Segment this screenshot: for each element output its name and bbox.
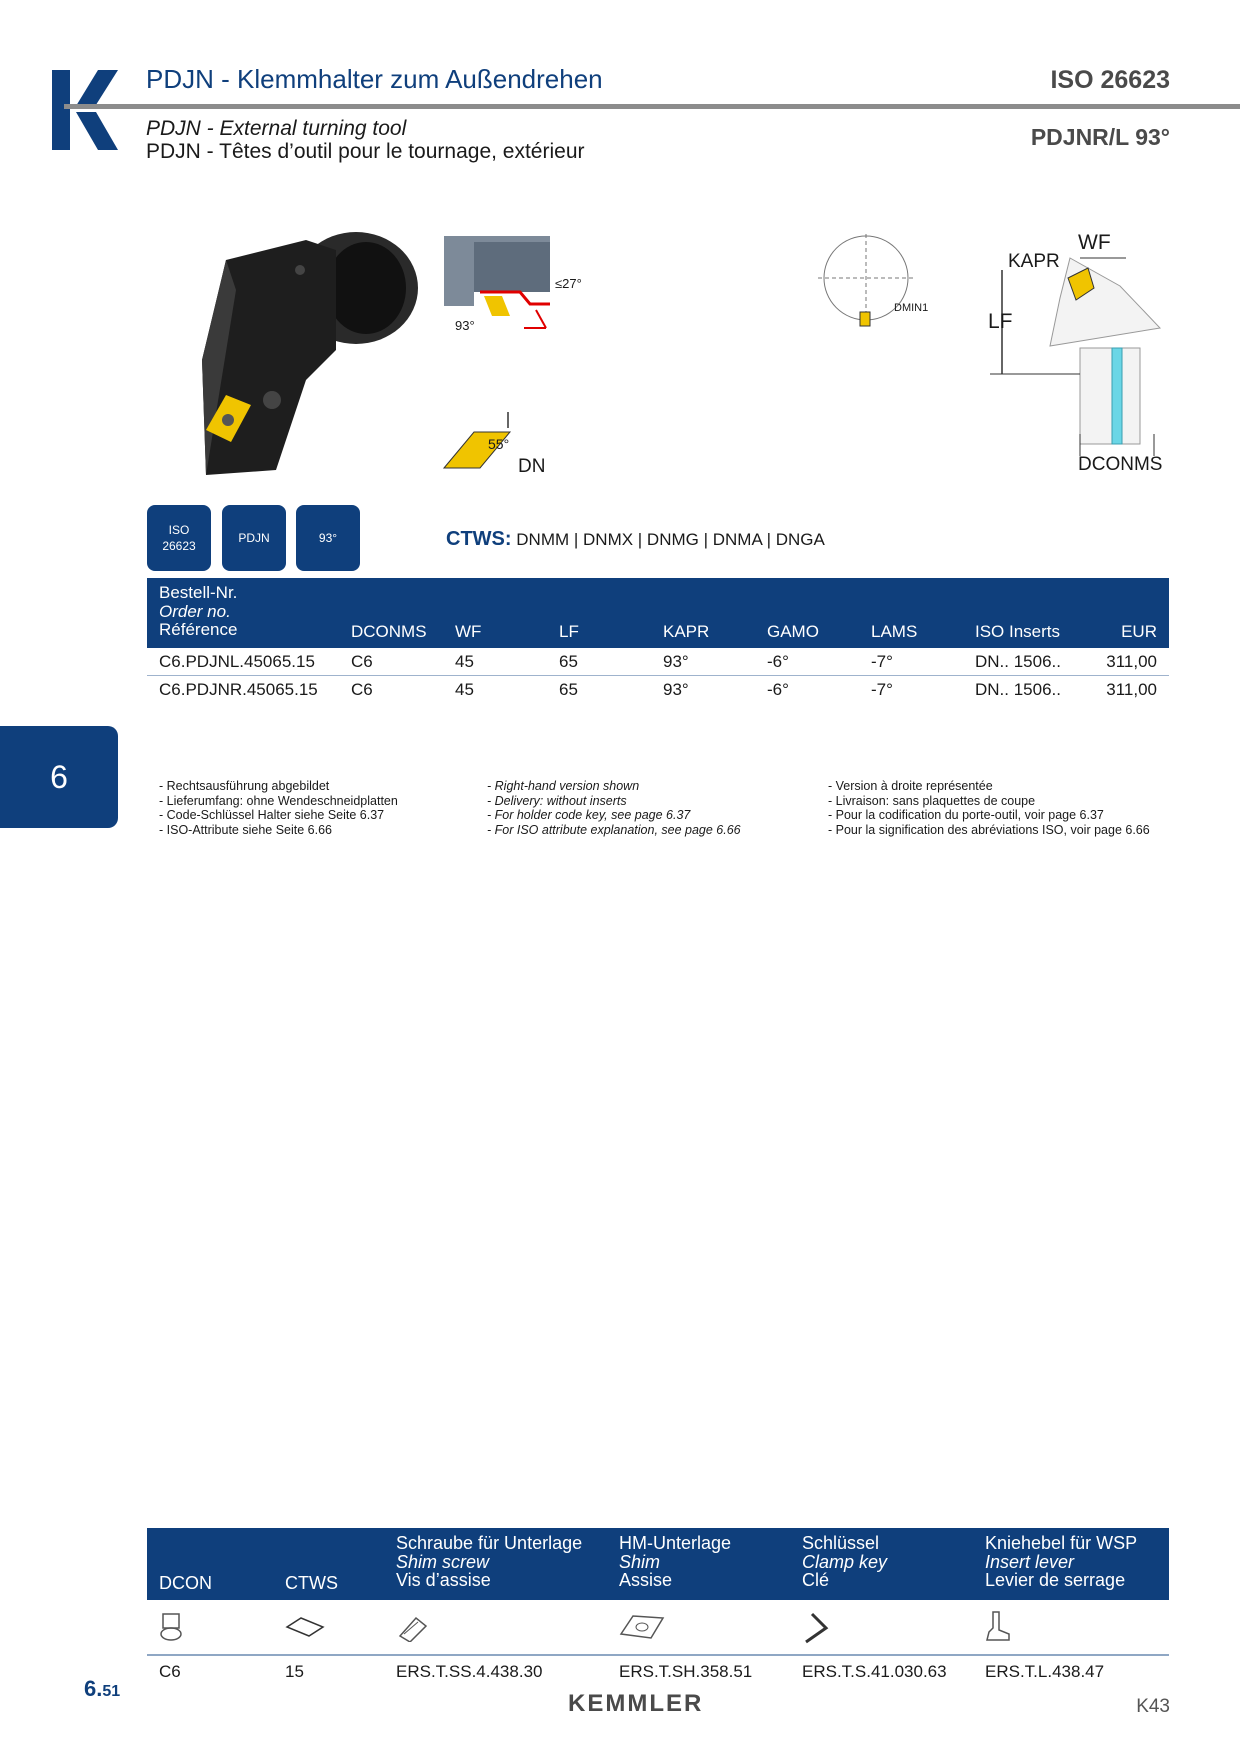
col-gamo: GAMO — [767, 622, 819, 641]
ctws-label: CTWS: — [446, 528, 512, 550]
notes-en: - Right-hand version shown - Delivery: without inserts - For holder code key, see page 6.37 - For ISO attribute explanation, see page 6.66 — [487, 779, 741, 837]
dconms-label: DCONMS — [1078, 454, 1163, 475]
cell-price: 311,00 — [1106, 680, 1157, 699]
spare-parts-header — [147, 1528, 1169, 1600]
holder-icon — [159, 1612, 183, 1642]
brand-name: KEMMLER — [568, 1690, 704, 1717]
cell-lams: -7° — [871, 652, 893, 671]
cell-dconms: C6 — [351, 652, 373, 671]
side-angle-label: 93° — [455, 318, 475, 333]
order-number: C6.PDJNR.45065.15 — [159, 680, 318, 699]
max-angle-label: ≤27° — [555, 276, 582, 291]
col-wf: WF — [455, 622, 482, 641]
cell-iso-inserts: DN.. 1506.. — [975, 680, 1061, 699]
shim-screw-icon — [396, 1612, 430, 1642]
cell-lf: 65 — [559, 652, 578, 671]
col-order-de: Bestell-Nr. — [159, 583, 238, 602]
dmin-label: DMIN1 — [894, 302, 929, 314]
page-title-fr: PDJN - Têtes d’outil pour le tournage, extérieur — [146, 140, 585, 163]
notes-de: - Rechtsausführung abgebildet - Lieferumfang: ohne Wendeschneidplatten - Code-Schlüssel Halter siehe Seite 6.37 - ISO-Attribute siehe Seite 6.66 — [159, 779, 398, 837]
col-eur: EUR — [1121, 622, 1157, 641]
col-kapr: KAPR — [663, 622, 710, 641]
iso-standard-label: ISO 26623 — [1050, 66, 1170, 94]
col-lams: LAMS — [871, 622, 918, 641]
col-dcon: DCON — [159, 1573, 212, 1593]
cell-dcon: C6 — [159, 1662, 181, 1681]
insert-icon — [285, 1616, 325, 1638]
header-rule — [64, 104, 1240, 109]
catalog-code: K43 — [1136, 1696, 1170, 1717]
cell-clamp-key: ERS.T.S.41.030.63 — [802, 1662, 947, 1681]
cell-shim-screw: ERS.T.SS.4.438.30 — [396, 1662, 543, 1681]
kapr-label: KAPR — [1008, 251, 1060, 272]
badge-iso: ISO 26623 — [147, 505, 211, 571]
col-insert-lever: Kniehebel für WSP Insert lever Levier de serrage — [985, 1533, 1138, 1590]
cell-price: 311,00 — [1106, 652, 1157, 671]
cell-kapr: 93° — [663, 680, 689, 699]
cell-lams: -7° — [871, 680, 893, 699]
cell-shim: ERS.T.SH.358.51 — [619, 1662, 753, 1681]
badge-type: PDJN — [222, 505, 286, 571]
page-title-de: PDJN - Klemmhalter zum Außendrehen — [146, 64, 603, 94]
cell-gamo: -6° — [767, 652, 789, 671]
insert-type-label: DN — [518, 456, 546, 477]
insert-angle-label: 55° — [488, 436, 510, 452]
cell-insert-lever: ERS.T.L.438.47 — [985, 1662, 1105, 1681]
min-diameter-diagram — [818, 234, 914, 334]
product-table — [147, 578, 1169, 703]
lever-icon — [985, 1610, 1011, 1644]
col-lf: LF — [559, 622, 579, 641]
chapter-tab[interactable]: 6 — [0, 726, 118, 828]
col-dconms: DCONMS — [351, 622, 427, 641]
order-number: C6.PDJNL.45065.15 — [159, 652, 315, 671]
kemmler-logo — [52, 70, 118, 150]
col-iso-inserts: ISO Inserts — [975, 622, 1061, 641]
cell-kapr: 93° — [663, 652, 689, 671]
badge-angle: 93° — [296, 505, 360, 571]
col-order-fr: Référence — [159, 620, 238, 639]
col-shim: HM-Unterlage Shim Assise — [619, 1533, 732, 1590]
col-ctws: CTWS — [285, 1573, 338, 1593]
table-row — [147, 648, 1169, 676]
cutting-angle-diagram — [440, 232, 590, 352]
cell-dconms: C6 — [351, 680, 373, 699]
tool-code-label: PDJNR/L 93° — [1030, 124, 1170, 150]
table-row — [147, 676, 1169, 703]
wf-label: WF — [1078, 231, 1111, 254]
cell-lf: 65 — [559, 680, 578, 699]
compatible-inserts — [446, 528, 825, 551]
cell-gamo: -6° — [767, 680, 789, 699]
page-number: 6.51 — [84, 1676, 121, 1701]
cell-wf: 45 — [455, 680, 474, 699]
notes-fr: - Version à droite représentée - Livraison: sans plaquettes de coupe - Pour la codification du porte-outil, voir page 6.37 - Pour la signification des abréviations ISO, voir page 6.66 — [828, 779, 1150, 837]
cell-wf: 45 — [455, 652, 474, 671]
cell-ctws: 15 — [285, 1662, 304, 1681]
col-shim-screw: Schraube für Unterlage Shim screw Vis d’assise — [396, 1533, 583, 1590]
tool-holder-image — [196, 230, 436, 480]
cell-iso-inserts: DN.. 1506.. — [975, 652, 1061, 671]
key-icon — [802, 1612, 832, 1644]
col-order-en: Order no. — [159, 601, 231, 621]
table-header — [147, 578, 1169, 648]
spare-parts-row — [147, 1656, 1169, 1686]
spare-parts-table — [147, 1528, 1169, 1686]
shim-icon — [619, 1612, 665, 1642]
spare-parts-icons — [147, 1600, 1169, 1656]
col-clamp-key: Schlüssel Clamp key Clé — [802, 1533, 888, 1590]
lf-label: LF — [988, 310, 1013, 333]
page-title-en: PDJN - External turning tool — [146, 117, 407, 140]
ctws-value: DNMM | DNMX | DNMG | DNMA | DNGA — [516, 530, 825, 549]
